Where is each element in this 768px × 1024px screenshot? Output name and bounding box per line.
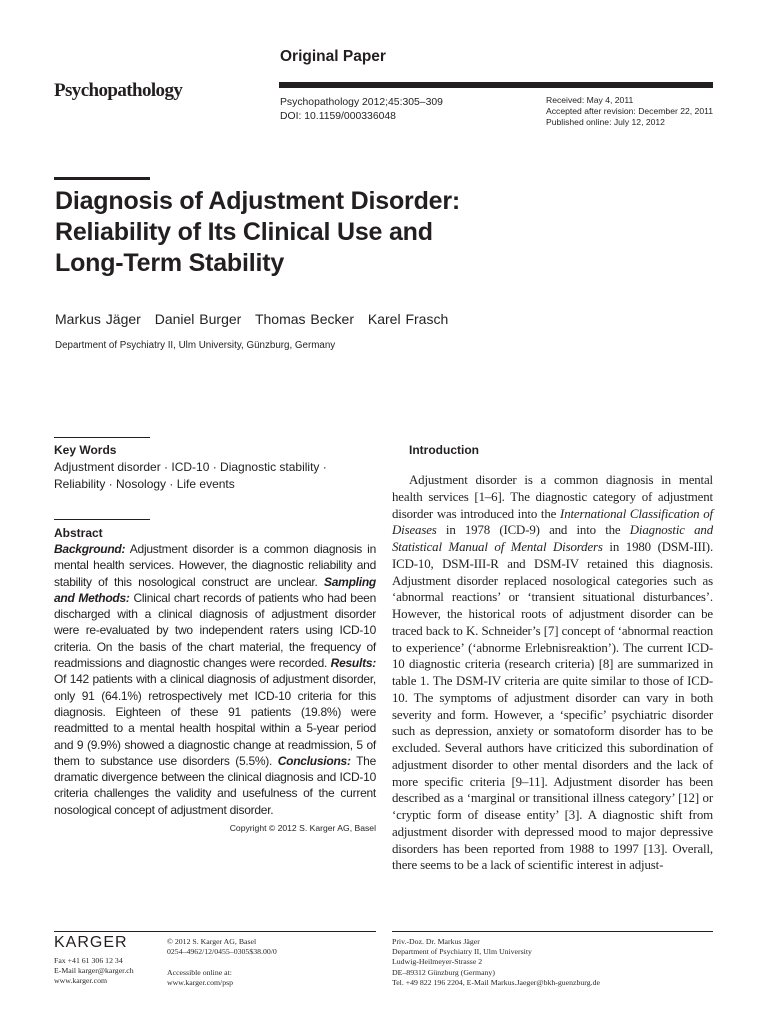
publisher-fax: Fax +41 61 306 12 34 bbox=[54, 956, 123, 965]
title-line: Long-Term Stability bbox=[55, 249, 285, 277]
abstract-rule bbox=[54, 519, 150, 520]
abstract-results-text: Of 142 patients with a clinical diagnosis of adjustment disorder, only 91 (64.1%) retrospectively met ICD-10 criteria for this diagnosis. Eighteen of these 91 patients (19.8%) were readmitted to a mental health hospital within a 5-year period and 9 (9.9%) showed a diagnostic change at readmission, 5 of them to substance use disorders (5.5%). bbox=[54, 672, 376, 768]
keywords-rule bbox=[54, 437, 150, 438]
intro-text: in 1978 (ICD-9) and into the bbox=[436, 523, 630, 538]
abstract-conclusions-label: Conclusions: bbox=[277, 753, 351, 768]
footer-online-label: Accessible online at: bbox=[167, 967, 232, 977]
article-title bbox=[55, 186, 615, 279]
author: Karel Frasch bbox=[367, 311, 449, 327]
publisher-copyright bbox=[167, 937, 277, 988]
publisher-logo: KARGER bbox=[54, 934, 128, 951]
footer-rule bbox=[54, 931, 376, 932]
footer-spacer bbox=[167, 957, 277, 967]
introduction-body bbox=[392, 472, 713, 874]
abstract-methods-text: Clinical chart records of patients who had been discharged with a clinical diagnosis of adjustment disorder were re-evaluated by two independent raters using ICD-10 criteria. On the basis of the chart material, the frequency of readmissions and diagnostic changes were recorded. bbox=[54, 590, 376, 671]
intro-italic: International Classification of Diseases bbox=[392, 506, 713, 538]
corr-city: DE–89312 Günzburg (Germany) bbox=[392, 967, 495, 977]
title-line: Reliability of Its Clinical Use and bbox=[55, 218, 433, 246]
keywords-list bbox=[54, 459, 384, 493]
author: Daniel Burger bbox=[154, 311, 242, 327]
abstract-body bbox=[54, 541, 376, 836]
journal-logo: Psychopathology bbox=[54, 80, 183, 101]
citation bbox=[280, 96, 443, 124]
abstract-background-label: Background: bbox=[54, 542, 126, 556]
intro-text: Adjustment disorder is a common diagnosis in mental health services [1–6]. The diagnostic category of adjustment disorder was introduced into the bbox=[392, 473, 713, 521]
introduction-heading: Introduction bbox=[409, 443, 479, 457]
author: Markus Jäger bbox=[55, 311, 141, 327]
doi-line: DOI: 10.1159/000336048 bbox=[280, 111, 396, 122]
publisher-email: E-Mail karger@karger.ch bbox=[54, 966, 134, 976]
publisher-contact bbox=[54, 956, 134, 987]
footer-copyright: © 2012 S. Karger AG, Basel bbox=[167, 937, 257, 946]
publication-dates bbox=[546, 95, 713, 128]
abstract-methods-label: Sampling and Methods: bbox=[54, 574, 376, 605]
corr-street: Ludwig-Heilmeyer-Strasse 2 bbox=[392, 957, 483, 967]
affiliation: Department of Psychiatry II, Ulm University, Günzburg, Germany bbox=[55, 340, 336, 351]
intro-text: in 1980 (DSM-III). ICD-10, DSM-III-R and DSM-IV retained this diagnosis. Adjustment disorder replaced nosological categories such as ‘abnormal reactions’ or ‘transient situational disturbances’. However, the historical roots of adjustment disorder can be traced back to K. Schneider’s [7] concept of ‘abnormal reaction to experience’ (‘abnorme Erlebnisreaktion’). The current ICD-10 diagnostic criteria (research criteria) [8] are summarized in table 1. The DSM-IV criteria are quite similar to those of ICD-10. The symptoms of adjustment disorder can vary in both severity and form. However, a ‘specific’ psychiatric disorder such as depression, anxiety or somatoform disorder has to be excluded. Several authors have criticized this subordination of adjustment disorder to other mental disorders and the lack of more specific criteria [9–11]. Adjustment disorder has been described as a ‘marginal or transitional illness category’ [12] or ‘cryptic form of disease entity’ [3]. A diagnostic shift from adjustment disorder with depressed mood to major depressive disorders has been reported from 1988 to 1997 [13]. Overall, there seems to be a lack of scientific interest in adjust- bbox=[392, 540, 714, 873]
published-date: Published online: July 12, 2012 bbox=[546, 117, 665, 127]
authors bbox=[55, 311, 457, 327]
author: Thomas Becker bbox=[254, 311, 354, 327]
corr-contact: Tel. +49 822 196 2204, E-Mail Markus.Jaeger@bkh-guenzburg.de bbox=[392, 977, 600, 987]
abstract-conclusions-text: The dramatic divergence between the clinical diagnosis and ICD-10 criteria challenges the validity and usefulness of the current nosological concept of adjustment disorder. bbox=[54, 753, 377, 817]
intro-italic: Diagnostic and Statistical Manual of Mental Disorders bbox=[392, 523, 713, 554]
footer-rule bbox=[392, 931, 713, 932]
keywords-line: Reliability · Nosology · Life events bbox=[54, 477, 235, 491]
received-date: Received: May 4, 2011 bbox=[546, 95, 634, 105]
section-label: Original Paper bbox=[280, 48, 386, 65]
corr-name: Priv.-Doz. Dr. Markus Jäger bbox=[392, 937, 480, 946]
citation-line: Psychopathology 2012;45:305–309 bbox=[280, 97, 443, 108]
publisher-web: www.karger.com bbox=[54, 976, 108, 986]
abstract-results-label: Results: bbox=[330, 656, 376, 671]
title-rule bbox=[54, 177, 150, 180]
keywords-line: Adjustment disorder · ICD-10 · Diagnostic stability · bbox=[54, 460, 327, 474]
keywords-heading: Key Words bbox=[54, 443, 117, 457]
title-line: Diagnosis of Adjustment Disorder: bbox=[55, 187, 461, 215]
corr-dept: Department of Psychiatry II, Ulm University bbox=[392, 947, 532, 957]
footer-online-url: www.karger.com/psp bbox=[167, 977, 234, 987]
accepted-date: Accepted after revision: December 22, 2011 bbox=[546, 106, 714, 116]
abstract-background-text: Adjustment disorder is a common diagnosis in mental health services. However, the diagnostic reliability and stability of this nosological construct are unclear. bbox=[54, 542, 376, 589]
abstract-heading: Abstract bbox=[54, 526, 103, 540]
abstract-copyright: Copyright © 2012 S. Karger AG, Basel bbox=[229, 823, 376, 834]
header-rule bbox=[279, 82, 713, 88]
footer-issn: 0254–4962/12/0455–0305$38.00/0 bbox=[167, 947, 277, 957]
correspondence-address bbox=[392, 937, 600, 988]
